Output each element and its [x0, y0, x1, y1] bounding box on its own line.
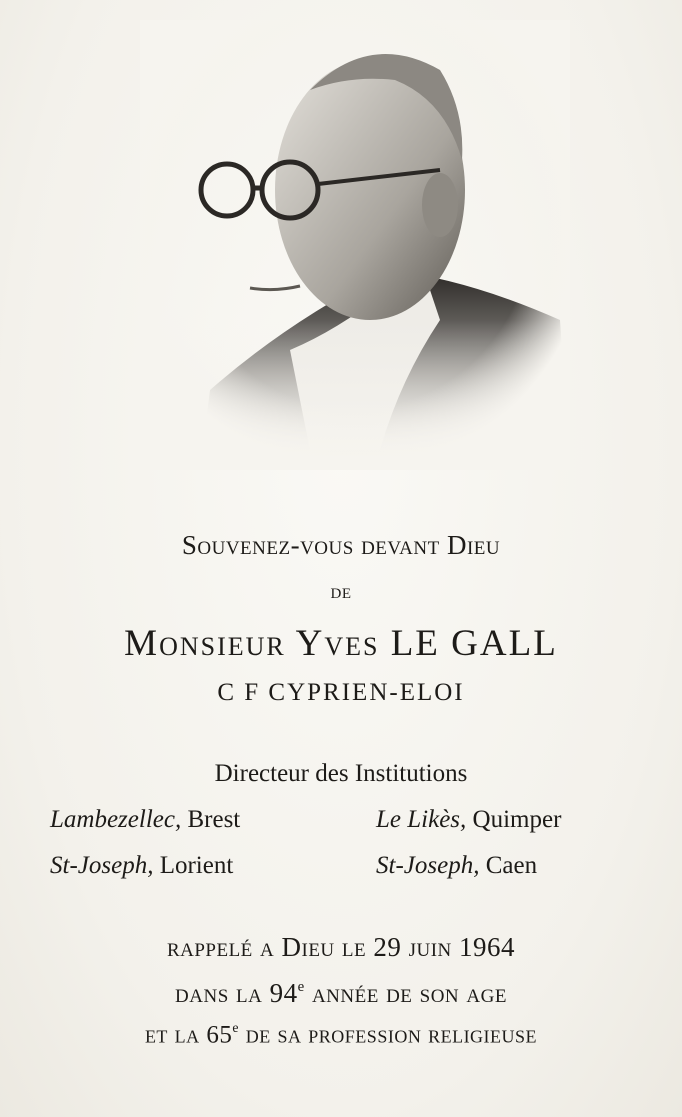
institution-2 [376, 806, 561, 834]
institution-city: Caen [485, 852, 538, 879]
death-date-line: rappelé a Dieu le 29 juin 1964 [166, 932, 516, 962]
institution-city: Brest [187, 806, 241, 833]
profession-line-post: de sa profession religieuse [239, 1021, 538, 1049]
age-line-sup: e [297, 978, 305, 995]
intro-line: Souvenez-vous devant Dieu [181, 530, 501, 560]
institution-1 [50, 806, 240, 834]
age-line [0, 978, 682, 1009]
institution-city: Lorient [159, 852, 234, 879]
profession-line [0, 1020, 682, 1049]
institution-place: St-Joseph, [376, 852, 480, 879]
profession-line-pre: et la 65 [144, 1021, 233, 1049]
institution-place: Lambezellec, [50, 806, 182, 833]
age-line-post: année de son age [304, 978, 507, 1008]
profession-line-sup: e [232, 1020, 240, 1035]
age-line-pre: dans la 94 [175, 978, 298, 1008]
institution-place: St-Joseph, [50, 852, 154, 879]
role-line: Directeur des Institutions [214, 760, 468, 787]
de-line: de [330, 578, 352, 603]
portrait-photo [140, 20, 570, 470]
institution-3 [50, 852, 233, 880]
institution-place: Le Likès, [376, 806, 467, 833]
religious-name: C F CYPRIEN-ELOI [217, 679, 465, 706]
deceased-name: Monsieur Yves LE GALL [124, 623, 558, 664]
institution-4 [376, 852, 537, 880]
institution-city: Quimper [472, 806, 562, 833]
